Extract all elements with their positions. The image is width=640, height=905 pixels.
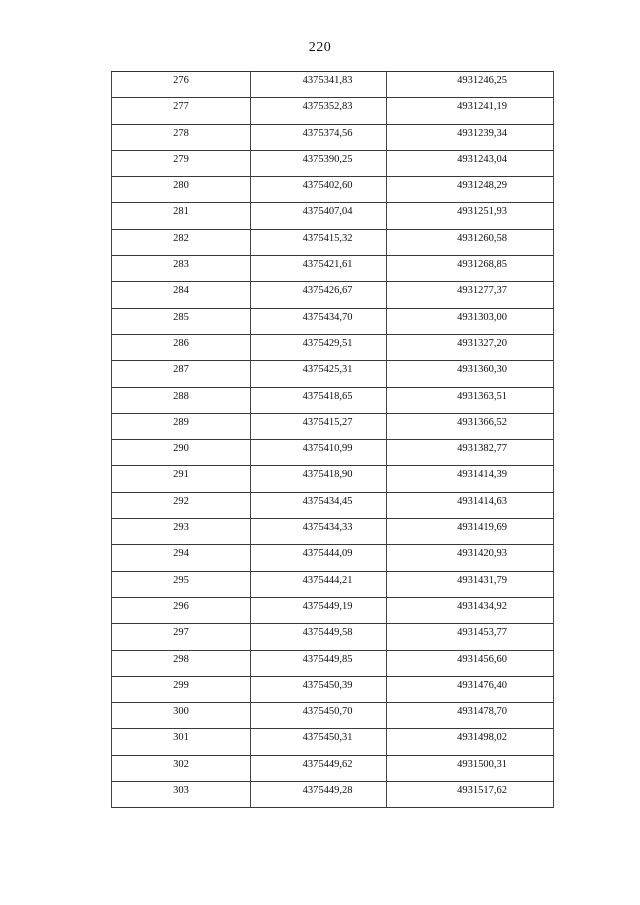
y-coordinate-cell-text: 4931260,58 [457,232,507,244]
table-row [112,676,554,702]
x-coordinate-cell-text: 4375434,70 [302,311,353,323]
x-coordinate-cell-text: 4375429,51 [302,337,353,349]
point-number-cell [112,124,251,150]
y-coordinate-cell-text: 4931453,77 [457,627,507,639]
table-row [112,413,554,439]
table-row [112,597,554,623]
table-row [112,229,554,255]
x-coordinate-cell [251,782,387,808]
x-coordinate-cell-text: 4375444,09 [302,548,353,560]
y-coordinate-cell-text: 4931500,31 [457,758,507,770]
point-number-cell [112,256,251,282]
y-coordinate-cell [387,466,554,492]
point-number-cell-text: 298 [173,653,189,665]
y-coordinate-cell-text: 4931239,34 [457,127,507,139]
point-number-cell-text: 286 [173,337,189,349]
y-coordinate-cell [387,203,554,229]
y-coordinate-cell-text: 4931363,51 [457,390,507,402]
y-coordinate-cell [387,782,554,808]
point-number-cell-text: 296 [173,600,189,612]
y-coordinate-cell-text: 4931517,62 [457,785,507,797]
y-coordinate-cell-text: 4931366,52 [457,416,507,428]
point-number-cell-text: 299 [173,679,189,691]
point-number-cell-text: 277 [173,101,189,113]
coordinates-table [111,71,554,808]
y-coordinate-cell [387,361,554,387]
point-number-cell [112,571,251,597]
y-coordinate-cell-text: 4931243,04 [457,153,507,165]
table-row [112,282,554,308]
x-coordinate-cell [251,624,387,650]
table-row [112,124,554,150]
table-row [112,334,554,360]
y-coordinate-cell-text: 4931382,77 [457,443,507,455]
point-number-cell-text: 294 [173,548,189,560]
y-coordinate-cell-text: 4931414,63 [457,495,507,507]
table-row [112,308,554,334]
coordinates-table-body [112,72,554,808]
y-coordinate-cell [387,755,554,781]
x-coordinate-cell [251,413,387,439]
point-number-cell-text: 278 [173,127,189,139]
table-row [112,440,554,466]
y-coordinate-cell [387,624,554,650]
point-number-cell-text: 291 [173,469,189,481]
x-coordinate-cell [251,440,387,466]
point-number-cell-text: 279 [173,153,189,165]
point-number-cell-text: 301 [173,732,189,744]
point-number-cell [112,519,251,545]
x-coordinate-cell [251,361,387,387]
point-number-cell-text: 295 [173,574,189,586]
x-coordinate-cell-text: 4375449,58 [302,627,353,639]
x-coordinate-cell [251,256,387,282]
table-row [112,650,554,676]
x-coordinate-cell [251,466,387,492]
point-number-cell-text: 282 [173,232,189,244]
point-number-cell [112,334,251,360]
table-row [112,98,554,124]
y-coordinate-cell [387,413,554,439]
point-number-cell-text: 287 [173,364,189,376]
x-coordinate-cell-text: 4375407,04 [302,206,353,218]
y-coordinate-cell [387,72,554,98]
y-coordinate-cell [387,703,554,729]
point-number-cell-text: 302 [173,758,189,770]
y-coordinate-cell-text: 4931246,25 [457,75,507,86]
point-number-cell [112,308,251,334]
point-number-cell-text: 283 [173,259,189,271]
point-number-cell [112,624,251,650]
x-coordinate-cell-text: 4375341,83 [302,75,353,86]
point-number-cell-text: 281 [173,206,189,218]
point-number-cell [112,98,251,124]
x-coordinate-cell [251,597,387,623]
x-coordinate-cell-text: 4375449,28 [302,785,353,797]
x-coordinate-cell-text: 4375418,90 [302,469,353,481]
y-coordinate-cell-text: 4931419,69 [457,522,507,534]
y-coordinate-cell-text: 4931303,00 [457,311,507,323]
x-coordinate-cell-text: 4375352,83 [302,101,353,113]
point-number-cell [112,782,251,808]
x-coordinate-cell [251,177,387,203]
x-coordinate-cell [251,72,387,98]
point-number-cell [112,72,251,98]
table-row [112,466,554,492]
point-number-cell [112,755,251,781]
y-coordinate-cell-text: 4931414,39 [457,469,507,481]
x-coordinate-cell [251,98,387,124]
point-number-cell-text: 290 [173,443,189,455]
table-row [112,256,554,282]
point-number-cell [112,361,251,387]
point-number-cell-text: 303 [173,785,189,797]
y-coordinate-cell [387,124,554,150]
point-number-cell-text: 276 [173,75,189,86]
table-row [112,782,554,808]
y-coordinate-cell [387,519,554,545]
table-row [112,387,554,413]
x-coordinate-cell [251,650,387,676]
x-coordinate-cell-text: 4375415,27 [302,416,353,428]
x-coordinate-cell-text: 4375434,33 [302,522,353,534]
x-coordinate-cell [251,203,387,229]
page-number: 220 [308,40,332,55]
x-coordinate-cell [251,334,387,360]
point-number-cell [112,440,251,466]
y-coordinate-cell [387,150,554,176]
x-coordinate-cell-text: 4375434,45 [302,495,353,507]
y-coordinate-cell [387,387,554,413]
x-coordinate-cell [251,150,387,176]
x-coordinate-cell [251,703,387,729]
point-number-cell [112,466,251,492]
table-row [112,703,554,729]
point-number-cell [112,229,251,255]
x-coordinate-cell-text: 4375421,61 [302,259,353,271]
x-coordinate-cell [251,571,387,597]
y-coordinate-cell-text: 4931456,60 [457,653,507,665]
point-number-cell-text: 297 [173,627,189,639]
x-coordinate-cell-text: 4375418,65 [302,390,353,402]
y-coordinate-cell [387,282,554,308]
x-coordinate-cell [251,729,387,755]
point-number-cell [112,387,251,413]
x-coordinate-cell-text: 4375426,67 [302,285,353,297]
point-number-cell-text: 284 [173,285,189,297]
y-coordinate-cell-text: 4931476,40 [457,679,507,691]
x-coordinate-cell [251,308,387,334]
table-row [112,545,554,571]
x-coordinate-cell [251,387,387,413]
point-number-cell [112,282,251,308]
y-coordinate-cell-text: 4931360,30 [457,364,507,376]
y-coordinate-cell [387,256,554,282]
point-number-cell [112,150,251,176]
y-coordinate-cell [387,98,554,124]
y-coordinate-cell-text: 4931420,93 [457,548,507,560]
y-coordinate-cell-text: 4931327,20 [457,337,507,349]
x-coordinate-cell-text: 4375402,60 [302,180,353,192]
point-number-cell-text: 280 [173,180,189,192]
point-number-cell [112,597,251,623]
table-row [112,361,554,387]
y-coordinate-cell [387,545,554,571]
point-number-cell [112,413,251,439]
y-coordinate-cell [387,676,554,702]
y-coordinate-cell [387,177,554,203]
point-number-cell [112,545,251,571]
point-number-cell-text: 293 [173,522,189,534]
x-coordinate-cell-text: 4375390,25 [302,153,353,165]
y-coordinate-cell [387,729,554,755]
x-coordinate-cell-text: 4375444,21 [302,574,353,586]
x-coordinate-cell [251,492,387,518]
x-coordinate-cell [251,229,387,255]
point-number-cell-text: 292 [173,495,189,507]
y-coordinate-cell [387,308,554,334]
table-row [112,624,554,650]
point-number-cell-text: 285 [173,311,189,323]
point-number-cell [112,676,251,702]
y-coordinate-cell [387,571,554,597]
y-coordinate-cell-text: 4931241,19 [457,101,507,113]
point-number-cell [112,729,251,755]
y-coordinate-cell [387,440,554,466]
table-row [112,729,554,755]
table-row [112,571,554,597]
point-number-cell [112,203,251,229]
table-row [112,177,554,203]
x-coordinate-cell-text: 4375425,31 [302,364,353,376]
y-coordinate-cell [387,650,554,676]
x-coordinate-cell-text: 4375449,19 [302,600,353,612]
table-row [112,492,554,518]
table-row [112,755,554,781]
x-coordinate-cell-text: 4375415,32 [302,232,353,244]
y-coordinate-cell [387,334,554,360]
point-number-cell [112,703,251,729]
x-coordinate-cell [251,755,387,781]
point-number-cell [112,650,251,676]
y-coordinate-cell-text: 4931431,79 [457,574,507,586]
point-number-cell-text: 288 [173,390,189,402]
y-coordinate-cell-text: 4931498,02 [457,732,507,744]
y-coordinate-cell [387,492,554,518]
x-coordinate-cell-text: 4375449,85 [302,653,353,665]
x-coordinate-cell [251,676,387,702]
y-coordinate-cell-text: 4931248,29 [457,180,507,192]
y-coordinate-cell-text: 4931268,85 [457,259,507,271]
x-coordinate-cell [251,545,387,571]
x-coordinate-cell-text: 4375410,99 [302,443,353,455]
point-number-cell-text: 289 [173,416,189,428]
point-number-cell [112,492,251,518]
x-coordinate-cell-text: 4375450,70 [302,706,353,718]
x-coordinate-cell-text: 4375450,31 [302,732,353,744]
y-coordinate-cell-text: 4931434,92 [457,600,507,612]
x-coordinate-cell [251,519,387,545]
table-row [112,150,554,176]
x-coordinate-cell [251,282,387,308]
point-number-cell [112,177,251,203]
x-coordinate-cell-text: 4375450,39 [302,679,353,691]
y-coordinate-cell [387,597,554,623]
point-number-cell-text: 300 [173,706,189,718]
x-coordinate-cell-text: 4375374,56 [302,127,353,139]
table-row [112,72,554,98]
table-row [112,519,554,545]
y-coordinate-cell-text: 4931251,93 [457,206,507,218]
y-coordinate-cell [387,229,554,255]
y-coordinate-cell-text: 4931277,37 [457,285,507,297]
table-row [112,203,554,229]
y-coordinate-cell-text: 4931478,70 [457,706,507,718]
x-coordinate-cell-text: 4375449,62 [302,758,353,770]
x-coordinate-cell [251,124,387,150]
